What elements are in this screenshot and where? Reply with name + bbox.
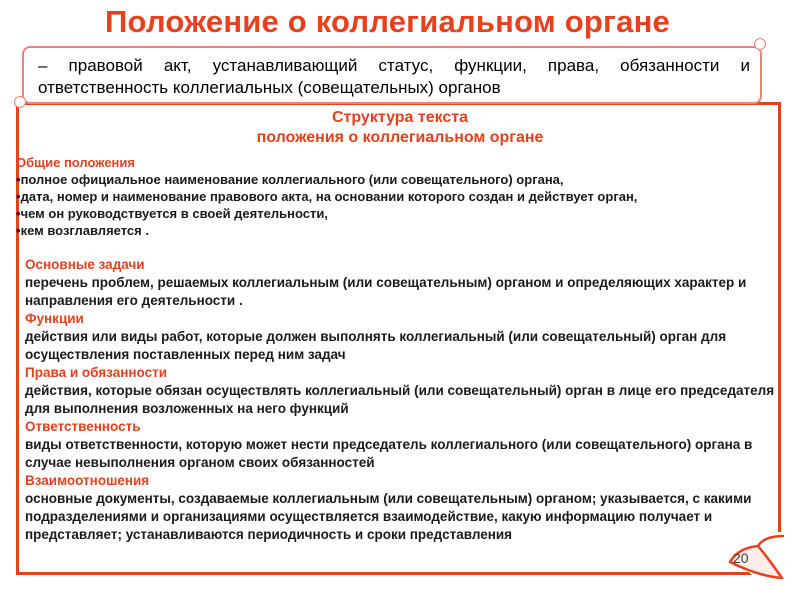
- definition-box: [22, 46, 762, 104]
- section-text: основные документы, создаваемые коллегиальным (или совещательным) органом; указывается, с какими подразделениями и организациями осуществляется взаимодействие, какую информацию получает и представляет; устанавливаются периодичность и сроки представления: [25, 491, 752, 542]
- general-provisions: [16, 154, 776, 239]
- section-heading: Взаимоотношения: [25, 473, 150, 488]
- section-text: виды ответственности, которую может нести председатель коллегиального (или совещательного) органа в случае невыполнения органом своих обязанностей: [25, 437, 753, 470]
- structure-title: [160, 108, 640, 148]
- structure-sections: [25, 256, 781, 544]
- section-text: действия или виды работ, которые должен выполнять коллегиальный (или совещательный) орган для осуществления поставленных перед ним задач: [25, 329, 727, 362]
- section-heading: Основные задачи: [25, 257, 145, 272]
- slide-title: Положение о коллегиальном органе: [105, 4, 670, 39]
- structure-title-line: Структура текста: [331, 109, 469, 126]
- general-heading: Общие положения: [16, 155, 135, 170]
- scroll-curl-decoration: [14, 96, 26, 108]
- bullet-item: • полное официальное наименование коллегиального (или совещательного) органа,: [16, 171, 776, 188]
- bullet-item: • дата, номер и наименование правового акта, на основании которого создан и действует орган,: [16, 188, 776, 205]
- section-text: действия, которые обязан осуществлять коллегиальный (или совещательный) орган в лице его председателя для выполнения возложенных на него функций: [25, 383, 775, 416]
- structure-title-line: положения о коллегиальном органе: [256, 129, 544, 146]
- section-heading: Ответственность: [25, 419, 141, 434]
- section-heading: Функции: [25, 311, 84, 326]
- page-number: 20: [733, 550, 749, 566]
- scroll-curl-decoration: [754, 38, 766, 50]
- definition-text: – правовой акт, устанавливающий статус, функции, права, обязанности и ответственность коллегиальных (совещательных) органов: [38, 56, 750, 97]
- section-text: перечень проблем, решаемых коллегиальным (или совещательным) органом и определяющих характер и направления его деятельности .: [25, 275, 747, 308]
- section-heading: Права и обязанности: [25, 365, 168, 380]
- bullet-item: • кем возглавляется .: [16, 222, 776, 239]
- bullet-item: • чем он руководствуется в своей деятельности,: [16, 205, 776, 222]
